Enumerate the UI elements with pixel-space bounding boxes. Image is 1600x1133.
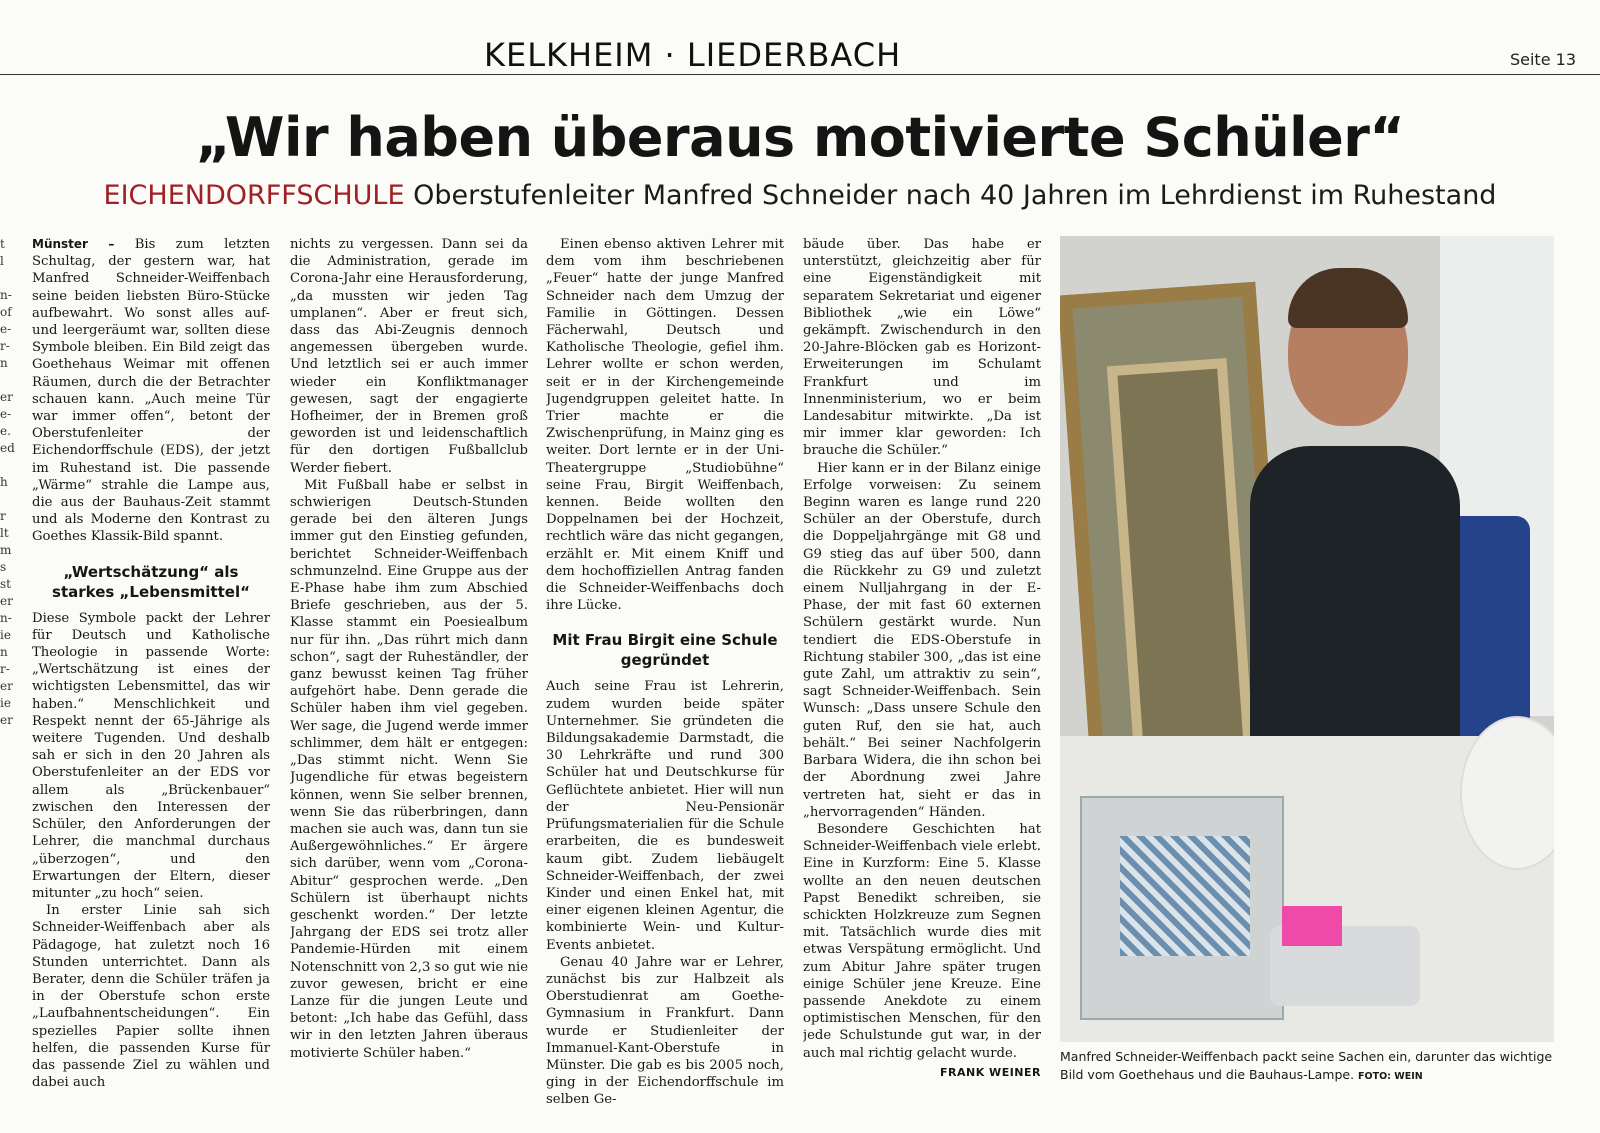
article-headline: „Wir haben überaus motivierte Schüler“ (195, 106, 1405, 169)
paragraph: Diese Symbole packt der Lehrer für Deutsch und Katholische Theologie in passende Worte: „Wertschätzung ist eines der wichtigsten Lebensmittel, das wir haben.“ Menschlichkeit und Respekt nennt der 65-Jährige als weitere Tugenden. Und deshalb sah er sich in den 20 Jahren als Oberstufenleiter an der EDS vor allem als „Brückenbauer“ zwischen den Interessen der Schüler, den Anforderungen der Lehrer, die manchmal durchaus „überzogen“, und den Erwartungen der Eltern, dieser mitunter „zu hoch“ seien. (32, 610, 270, 901)
paragraph: Genau 40 Jahre war er Lehrer, zunächst bis zur Halbzeit als Oberstudienrat am Goethe-Gymnasium in Frankfurt. Dann wurde er Studienleiter der Immanuel-Kant-Oberstufe in Münster. Die gab es bis 2005 noch, ging in der Eichendorffschule im selben Ge- (546, 954, 784, 1106)
paragraph: nichts zu vergessen. Dann sei da die Administration, gerade im Corona-Jahr eine Herausforderung, „da mussten wir jeden Tag umplanen“. Aber er freut sich, dass das Abi-Zeugnis dennoch angemessen übergeben wurde. Und letztlich sei er auch immer wieder ein Konfliktmanager gewesen, sagt der engagierte Hofheimer, der in Bremen groß geworden ist und leidenschaftlich für den dortigen Fußballclub Werder fiebert. (290, 237, 528, 476)
fragment-line: l (0, 254, 4, 268)
fragment-line: n (0, 645, 8, 659)
fragment-line: r- (0, 662, 10, 676)
paragraph: bäude über. Das habe er unterstützt, gleichzeitig aber für eine Eigenständigkeit mit separatem Sekretariat und eigener Bibliothek „wie ein Löwe“ gekämpft. Zwischendurch in den 20-Jahre-Blöcken gab es Horizont-Erweiterungen im Schulamt Frankfurt und im Innenministerium, wo er beim Landesabitur mitwirkte. „Da ist mir immer klar geworden: Ich brauche die Schüler.“ (803, 237, 1041, 459)
page-number: Seite 13 (1509, 50, 1576, 69)
paragraph: Auch seine Frau ist Lehrerin, zudem wurden beide später Unternehmer. Sie gründeten die Bildungsakademie Darmstadt, die 30 Lehrkräfte und rund 300 Schüler hat und Deutschkurse für Geflüchtete anbietet. Hier will nun der Neu-Pensionär Prüfungsmaterialien für die Schule erarbeiten, die es bundesweit kaum gibt. Zudem liebäugelt Schneider-Weiffenbach, der zwei Kinder und einen Enkel hat, mit einer eigenen kleinen Agentur, die kombinierte Wein- und Kultur-Events anbietet. (546, 679, 784, 953)
photo-notebook (1120, 836, 1250, 956)
subheadline-text: Oberstufenleiter Manfred Schneider nach 40 Jahren im Lehrdienst im Ruhestand (413, 180, 1497, 211)
fragment-line: er (0, 679, 13, 693)
article-column-3 (546, 236, 784, 1106)
author-byline: FRANK WEINER (940, 1065, 1041, 1079)
fragment-line (0, 372, 16, 389)
fragment-line (0, 270, 16, 287)
dateline: Münster – (32, 237, 115, 251)
header-rule (0, 74, 1600, 75)
fragment-line: ed (0, 441, 15, 455)
photo-credit: FOTO: WEIN (1358, 1071, 1423, 1082)
section-title: KELKHEIM · LIEDERBACH (484, 36, 902, 74)
fragment-line: e- (0, 407, 12, 421)
fragment-line: of (0, 305, 12, 319)
fragment-line: er (0, 594, 13, 608)
fragment-line: n- (0, 288, 12, 302)
fragment-line: ie (0, 628, 11, 642)
article-column-4 (803, 236, 1041, 1106)
fragment-line: n (0, 356, 8, 370)
article-column-1 (32, 236, 270, 1106)
paragraph: Besondere Geschichten hat Schneider-Weiffenbach viele erlebt. Eine in Kurzform: Eine 5. Klasse wollte an den neuen deutschen Papst Benedikt schreiben, sie schickten Holzkreuze zum Segnen mit. Tatsächlich wurde dies mit etwas Verspätung ermöglicht. Und zum Abitur Jahre später trugen einige Schüler jene Kreuze. Eine passende Anekdote zu einem optimistischen Menschen, für den jede Schulstunde gut war, in der auch mal richtig gelacht wurde. (803, 821, 1041, 1061)
fragment-line: e. (0, 424, 11, 438)
article-column-2 (290, 236, 528, 1106)
page-header (0, 0, 1600, 78)
fragment-line: er (0, 390, 13, 404)
photo-caption (1060, 1048, 1554, 1086)
fragment-line: e- (0, 322, 12, 336)
lead-paragraph (32, 236, 270, 546)
fragment-line: r (0, 509, 6, 523)
fragment-line: r- (0, 339, 10, 353)
fragment-line: m (0, 543, 12, 557)
fragment-line: st (0, 577, 11, 591)
fragment-line: t (0, 237, 5, 251)
inline-subhead: Mit Frau Birgit eine Schule gegründet (552, 631, 778, 670)
paragraph: In erster Linie sah sich Schneider-Weiffenbach aber als Pädagoge, hat zuletzt noch 16 Stunden unterrichtet. Dann als Berater, denn die Schüler träfen ja in der Oberstufe schon erste „Laufbahnentscheidungen“. Ein spezielles Papier sollte ihnen helfen, die passenden Kurse für das passende Ziel zu wählen und dabei auch (32, 903, 270, 1091)
paragraph: Hier kann er in der Bilanz einige Erfolge vorweisen: Zu seinem Beginn waren es lange rund 220 Schüler an der Oberstufe, durch die Doppeljahrgänge mit G8 und G9 stieg das auf über 500, dann die Rückkehr zu G9 und zuletzt einem Nulljahrgang in der E-Phase, der mit fast 60 externen Schülern gestärkt wurde. Nun tendiert die EDS-Oberstufe in Richtung stabiler 300, „das ist eine gute Zahl, um attraktiv zu sein“, sagt Schneider-Weiffenbach. Sein Wunsch: „Dass unsere Schule den guten Ruf, den sie hat, auch behält.“ Bei seiner Nachfolgerin Barbara Widera, die ihn schon bei der Abordnung zwei Jahre vertreten hat, sieht er das in „hervorragenden“ Händen. (803, 460, 1041, 820)
fragment-line (0, 457, 16, 474)
fragment-line: n- (0, 611, 12, 625)
article-photo (1060, 236, 1554, 1042)
inline-subhead: „Wertschätzung“ als starkes „Lebensmittel“ (52, 562, 250, 601)
fragment-line (0, 491, 16, 508)
article-subheadline (0, 180, 1600, 211)
caption-text: Manfred Schneider-Weiffenbach packt seine Sachen ein, darunter das wichtige Bild vom Goethehaus und die Bauhaus-Lampe. (1060, 1049, 1553, 1082)
photo-postit (1282, 906, 1342, 946)
fragment-line: ie (0, 696, 11, 710)
fragment-line: er (0, 713, 13, 727)
fragment-line: lt (0, 526, 9, 540)
paragraph: Mit Fußball habe er selbst in schwierigen Deutsch-Stunden gerade bei den älteren Jungs immer gut den Einstieg gefunden, berichtet Schneider-Weiffenbach schmunzelnd. Eine Gruppe aus der E-Phase habe ihm zum Abschied Briefe geschrieben, aus der 5. Klasse stammt ein Poesiealbum nur für ihn. „Das rührt mich dann schon“, sagt der Ruheständler, der ganz bewusst keinen Tag früher aufgehört habe. Denn gerade die Schüler haben ihm viel gegeben. Wer sage, die Jugend werde immer schlimmer, dem hält er entgegen: „Das stimmt nicht. Wenn Sie Jugendliche für etwas begeistern können, wenn Sie selber brennen, wenn Sie das rüberbringen, dann machen sie auch was, dann tun sie Außergewöhnliches.“ Er ärgere sich darüber, wenn vom „Corona-Abitur“ gesprochen werde. „Den Schülern ist überhaupt nichts geschenkt worden.“ Der letzte Jahrgang der EDS sei trotz aller Pandemie-Hürden mit einem Notenschnitt von 2,3 so gut wie nie zuvor gewesen, bricht er eine Lanze für die jungen Leute und betont: „Ich habe das Gefühl, dass wir in den letzten Jahren überaus motivierte Schüler haben.“ (290, 477, 528, 1061)
fragment-line: s (0, 560, 7, 574)
paragraph: Einen ebenso aktiven Lehrer mit dem vom ihm beschriebenen „Feuer“ hatte der junge Manfred Schneider nach dem Umzug der Familie in Göttingen. Dessen Fächerwahl, Deutsch und Katholische Theologie, gefiel ihm. Lehrer wollte er schon werden, seit er in der Kirchengemeinde Jugendgruppen geleitet hatte. In Trier machte er die Zwischenprüfung, in Mainz ging es weiter. Dort lernte er in der Uni-Theatergruppe „Studiobühne“ seine Frau, Birgit Weiffenbach, kennen. Beide wollten den Doppelnamen bei der Hochzeit, rechtlich wäre das nicht gegangen, erzählt er. Mit einem Kniff und dem hochoffiziellen Antrag fanden die Schneider-Weiffenbachs doch ihre Lücke. (546, 237, 784, 614)
article-kicker: EICHENDORFFSCHULE (103, 180, 405, 211)
adjacent-article-fragment (0, 236, 16, 1116)
paragraph-text: Bis zum letzten Schultag, der gestern war, hat Manfred Schneider-Weiffenbach seine beiden liebsten Büro-Stücke aufbewahrt. Wo sonst alles auf- und leergeräumt war, sollten diese Symbole bleiben. Ein Bild zeigt das Goethehaus Weimar mit offenen Räumen, durch die der Betrachter schauen kann. „Auch meine Tür war immer offen“, betont der Oberstufenleiter der Eichendorffschule (EDS), der jetzt im Ruhestand ist. Die passende „Wärme“ strahle die Lampe aus, die aus der Bauhaus-Zeit stammt und als Moderne den Kontrast zu Goethes Klassik-Bild spannt. (32, 237, 270, 545)
fragment-line: h (0, 475, 8, 489)
